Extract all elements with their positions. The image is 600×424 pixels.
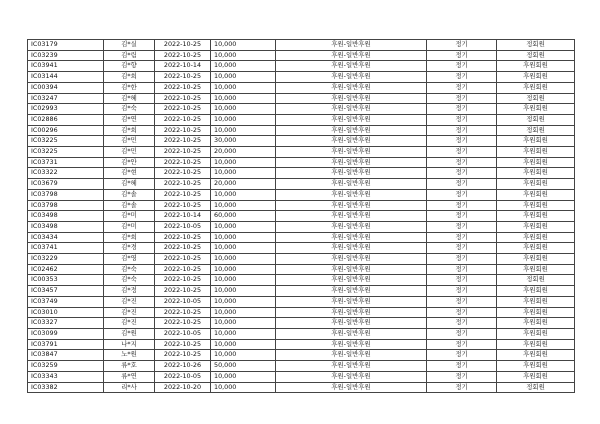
member-class-cell: 후원회원: [497, 307, 575, 318]
amount-cell: 50,000: [211, 361, 276, 372]
donor-name-cell: 김*한: [104, 82, 155, 93]
member-class-cell: 후원회원: [497, 200, 575, 211]
donation-date-cell: 2022-10-25: [155, 104, 211, 115]
member-id-cell: IC03847: [28, 350, 104, 361]
donation-date-cell: 2022-10-14: [155, 61, 211, 72]
donation-date-cell: 2022-10-25: [155, 136, 211, 147]
member-id-cell: IC03798: [28, 200, 104, 211]
donation-type-cell: 후원-일반후원: [276, 179, 427, 190]
member-class-cell: 후원회원: [497, 211, 575, 222]
member-id-cell: IC03731: [28, 157, 104, 168]
donation-date-cell: 2022-10-25: [155, 93, 211, 104]
donation-type-cell: 후원-일반후원: [276, 307, 427, 318]
table-row: [28, 350, 575, 361]
member-class-cell: 후원회원: [497, 254, 575, 265]
payment-cycle-cell: 정기: [427, 232, 497, 243]
table-row: [28, 157, 575, 168]
member-id-cell: IC03239: [28, 50, 104, 61]
table-row: [28, 136, 575, 147]
amount-cell: 10,000: [211, 61, 276, 72]
amount-cell: 10,000: [211, 286, 276, 297]
amount-cell: 10,000: [211, 200, 276, 211]
payment-cycle-cell: 정기: [427, 104, 497, 115]
amount-cell: 10,000: [211, 371, 276, 382]
payment-cycle-cell: 정기: [427, 82, 497, 93]
member-id-cell: IC03382: [28, 382, 104, 393]
donation-date-cell: 2022-10-25: [155, 50, 211, 61]
amount-cell: 10,000: [211, 72, 276, 83]
donation-date-cell: 2022-10-25: [155, 200, 211, 211]
table-row: [28, 82, 575, 93]
donation-type-cell: 후원-일반후원: [276, 61, 427, 72]
donor-name-cell: 김*민: [104, 136, 155, 147]
table-row: [28, 200, 575, 211]
donation-date-cell: 2022-10-25: [155, 318, 211, 329]
amount-cell: 20,000: [211, 147, 276, 158]
payment-cycle-cell: 정기: [427, 168, 497, 179]
table-row: [28, 339, 575, 350]
amount-cell: 10,000: [211, 296, 276, 307]
donor-name-cell: 김*희: [104, 125, 155, 136]
donor-name-cell: 리*사: [104, 382, 155, 393]
member-class-cell: 후원회원: [497, 179, 575, 190]
member-class-cell: 후원회원: [497, 243, 575, 254]
member-class-cell: 후원회원: [497, 168, 575, 179]
donor-name-cell: 김*혜: [104, 179, 155, 190]
ledger-body: [28, 40, 575, 393]
donation-date-cell: 2022-10-25: [155, 243, 211, 254]
member-id-cell: IC03322: [28, 168, 104, 179]
donor-name-cell: 김*안: [104, 157, 155, 168]
amount-cell: 10,000: [211, 350, 276, 361]
member-class-cell: 정회원: [497, 40, 575, 51]
donation-date-cell: 2022-10-20: [155, 382, 211, 393]
payment-cycle-cell: 정기: [427, 189, 497, 200]
member-class-cell: 후원회원: [497, 221, 575, 232]
donor-name-cell: 김*진: [104, 307, 155, 318]
donor-name-cell: 류*연: [104, 371, 155, 382]
table-row: [28, 328, 575, 339]
member-class-cell: 후원회원: [497, 189, 575, 200]
donor-name-cell: 김*진: [104, 318, 155, 329]
amount-cell: 10,000: [211, 157, 276, 168]
donation-type-cell: 후원-일반후원: [276, 339, 427, 350]
member-id-cell: IC03144: [28, 72, 104, 83]
payment-cycle-cell: 정기: [427, 211, 497, 222]
donation-date-cell: 2022-10-25: [155, 264, 211, 275]
member-class-cell: 후원회원: [497, 286, 575, 297]
member-class-cell: 후원회원: [497, 232, 575, 243]
table-row: [28, 361, 575, 372]
member-class-cell: 정회원: [497, 382, 575, 393]
donation-type-cell: 후원-일반후원: [276, 40, 427, 51]
table-row: [28, 93, 575, 104]
table-row: [28, 286, 575, 297]
table-row: [28, 125, 575, 136]
member-id-cell: IC03010: [28, 307, 104, 318]
amount-cell: 10,000: [211, 318, 276, 329]
donation-type-cell: 후원-일반후원: [276, 254, 427, 265]
member-class-cell: 정회원: [497, 125, 575, 136]
member-class-cell: 정회원: [497, 50, 575, 61]
donation-date-cell: 2022-10-25: [155, 189, 211, 200]
payment-cycle-cell: 정기: [427, 339, 497, 350]
table-row: [28, 243, 575, 254]
amount-cell: 10,000: [211, 328, 276, 339]
table-row: [28, 296, 575, 307]
payment-cycle-cell: 정기: [427, 72, 497, 83]
table-row: [28, 307, 575, 318]
table-row: [28, 104, 575, 115]
donor-name-cell: 김*숙: [104, 104, 155, 115]
member-id-cell: IC03247: [28, 93, 104, 104]
amount-cell: 20,000: [211, 179, 276, 190]
member-id-cell: IC03679: [28, 179, 104, 190]
donation-date-cell: 2022-10-25: [155, 179, 211, 190]
donor-name-cell: 김*희: [104, 232, 155, 243]
member-id-cell: IC03225: [28, 136, 104, 147]
member-class-cell: 후원회원: [497, 157, 575, 168]
donation-type-cell: 후원-일반후원: [276, 104, 427, 115]
donation-date-cell: 2022-10-25: [155, 114, 211, 125]
amount-cell: 10,000: [211, 104, 276, 115]
donation-type-cell: 후원-일반후원: [276, 371, 427, 382]
member-id-cell: IC03327: [28, 318, 104, 329]
donation-date-cell: 2022-10-25: [155, 275, 211, 286]
payment-cycle-cell: 정기: [427, 221, 497, 232]
donation-ledger-table: [27, 39, 575, 393]
table-row: [28, 40, 575, 51]
member-class-cell: 정회원: [497, 275, 575, 286]
donation-type-cell: 후원-일반후원: [276, 82, 427, 93]
payment-cycle-cell: 정기: [427, 125, 497, 136]
donation-type-cell: 후원-일반후원: [276, 189, 427, 200]
donor-name-cell: 김*향: [104, 61, 155, 72]
table-row: [28, 211, 575, 222]
donor-name-cell: 김*림: [104, 50, 155, 61]
donation-type-cell: 후원-일반후원: [276, 275, 427, 286]
payment-cycle-cell: 정기: [427, 136, 497, 147]
member-id-cell: IC00296: [28, 125, 104, 136]
payment-cycle-cell: 정기: [427, 296, 497, 307]
donor-name-cell: 김*솔: [104, 189, 155, 200]
member-id-cell: IC03457: [28, 286, 104, 297]
donation-type-cell: 후원-일반후원: [276, 361, 427, 372]
payment-cycle-cell: 정기: [427, 328, 497, 339]
member-class-cell: 후원회원: [497, 147, 575, 158]
payment-cycle-cell: 정기: [427, 307, 497, 318]
donation-type-cell: 후원-일반후원: [276, 125, 427, 136]
donation-date-cell: 2022-10-25: [155, 157, 211, 168]
amount-cell: 10,000: [211, 93, 276, 104]
donation-date-cell: 2022-10-25: [155, 286, 211, 297]
member-class-cell: 정회원: [497, 93, 575, 104]
payment-cycle-cell: 정기: [427, 318, 497, 329]
donation-type-cell: 후원-일반후원: [276, 157, 427, 168]
member-class-cell: 후원회원: [497, 296, 575, 307]
donation-type-cell: 후원-일반후원: [276, 50, 427, 61]
donation-date-cell: 2022-10-25: [155, 72, 211, 83]
member-id-cell: IC03741: [28, 243, 104, 254]
donor-name-cell: 김*현: [104, 168, 155, 179]
donation-type-cell: 후원-일반후원: [276, 328, 427, 339]
donation-date-cell: 2022-10-25: [155, 168, 211, 179]
member-class-cell: 후원회원: [497, 61, 575, 72]
amount-cell: 10,000: [211, 382, 276, 393]
donation-type-cell: 후원-일반후원: [276, 350, 427, 361]
member-id-cell: IC03941: [28, 61, 104, 72]
payment-cycle-cell: 정기: [427, 40, 497, 51]
donation-type-cell: 후원-일반후원: [276, 296, 427, 307]
donation-type-cell: 후원-일반후원: [276, 200, 427, 211]
donation-date-cell: 2022-10-05: [155, 328, 211, 339]
member-id-cell: IC03099: [28, 328, 104, 339]
donor-name-cell: 김*원: [104, 328, 155, 339]
amount-cell: 10,000: [211, 221, 276, 232]
payment-cycle-cell: 정기: [427, 61, 497, 72]
amount-cell: 60,000: [211, 211, 276, 222]
table-row: [28, 61, 575, 72]
payment-cycle-cell: 정기: [427, 382, 497, 393]
member-id-cell: IC00394: [28, 82, 104, 93]
member-id-cell: IC03179: [28, 40, 104, 51]
donation-date-cell: 2022-10-05: [155, 371, 211, 382]
member-class-cell: 후원회원: [497, 82, 575, 93]
donor-name-cell: 나*지: [104, 339, 155, 350]
donation-type-cell: 후원-일반후원: [276, 232, 427, 243]
amount-cell: 10,000: [211, 82, 276, 93]
amount-cell: 10,000: [211, 243, 276, 254]
donation-type-cell: 후원-일반후원: [276, 147, 427, 158]
payment-cycle-cell: 정기: [427, 157, 497, 168]
payment-cycle-cell: 정기: [427, 264, 497, 275]
member-id-cell: IC02993: [28, 104, 104, 115]
donor-name-cell: 류*호: [104, 361, 155, 372]
amount-cell: 10,000: [211, 339, 276, 350]
donor-name-cell: 김*희: [104, 72, 155, 83]
donation-type-cell: 후원-일반후원: [276, 286, 427, 297]
donor-name-cell: 김*미: [104, 211, 155, 222]
donation-type-cell: 후원-일반후원: [276, 221, 427, 232]
table-row: [28, 114, 575, 125]
table-row: [28, 275, 575, 286]
member-class-cell: 정회원: [497, 114, 575, 125]
member-class-cell: 후원회원: [497, 361, 575, 372]
donation-type-cell: 후원-일반후원: [276, 114, 427, 125]
member-class-cell: 후원회원: [497, 318, 575, 329]
donor-name-cell: 김*숙: [104, 264, 155, 275]
amount-cell: 10,000: [211, 264, 276, 275]
member-class-cell: 후원회원: [497, 328, 575, 339]
donation-type-cell: 후원-일반후원: [276, 136, 427, 147]
donor-name-cell: 김*솔: [104, 200, 155, 211]
member-id-cell: IC03225: [28, 147, 104, 158]
donor-name-cell: 노*원: [104, 350, 155, 361]
amount-cell: 10,000: [211, 50, 276, 61]
payment-cycle-cell: 정기: [427, 50, 497, 61]
member-class-cell: 후원회원: [497, 264, 575, 275]
donation-type-cell: 후원-일반후원: [276, 264, 427, 275]
donation-date-cell: 2022-10-26: [155, 361, 211, 372]
table-row: [28, 179, 575, 190]
donor-name-cell: 김*숙: [104, 275, 155, 286]
donation-date-cell: 2022-10-25: [155, 350, 211, 361]
member-id-cell: IC03498: [28, 211, 104, 222]
amount-cell: 10,000: [211, 189, 276, 200]
payment-cycle-cell: 정기: [427, 275, 497, 286]
payment-cycle-cell: 정기: [427, 350, 497, 361]
table-row: [28, 254, 575, 265]
member-id-cell: IC03434: [28, 232, 104, 243]
donor-name-cell: 김*진: [104, 296, 155, 307]
donation-type-cell: 후원-일반후원: [276, 211, 427, 222]
donation-date-cell: 2022-10-25: [155, 82, 211, 93]
member-class-cell: 후원회원: [497, 72, 575, 83]
donor-name-cell: 김*영: [104, 254, 155, 265]
amount-cell: 10,000: [211, 275, 276, 286]
payment-cycle-cell: 정기: [427, 114, 497, 125]
donation-type-cell: 후원-일반후원: [276, 382, 427, 393]
donation-date-cell: 2022-10-14: [155, 211, 211, 222]
amount-cell: 10,000: [211, 40, 276, 51]
donation-date-cell: 2022-10-05: [155, 296, 211, 307]
donor-name-cell: 김*경: [104, 243, 155, 254]
member-id-cell: IC03229: [28, 254, 104, 265]
amount-cell: 10,000: [211, 254, 276, 265]
member-id-cell: IC03791: [28, 339, 104, 350]
donor-name-cell: 김*미: [104, 221, 155, 232]
donation-type-cell: 후원-일반후원: [276, 318, 427, 329]
table-row: [28, 371, 575, 382]
amount-cell: 10,000: [211, 168, 276, 179]
donor-name-cell: 김*연: [104, 114, 155, 125]
member-class-cell: 후원회원: [497, 104, 575, 115]
donation-type-cell: 후원-일반후원: [276, 72, 427, 83]
donor-name-cell: 김*실: [104, 40, 155, 51]
amount-cell: 30,000: [211, 136, 276, 147]
payment-cycle-cell: 정기: [427, 243, 497, 254]
amount-cell: 10,000: [211, 232, 276, 243]
member-class-cell: 후원회원: [497, 371, 575, 382]
donation-date-cell: 2022-10-25: [155, 232, 211, 243]
donation-date-cell: 2022-10-25: [155, 147, 211, 158]
member-id-cell: IC00353: [28, 275, 104, 286]
table-row: [28, 168, 575, 179]
donation-date-cell: 2022-10-25: [155, 307, 211, 318]
member-id-cell: IC03343: [28, 371, 104, 382]
member-id-cell: IC03798: [28, 189, 104, 200]
member-id-cell: IC03259: [28, 361, 104, 372]
payment-cycle-cell: 정기: [427, 254, 497, 265]
payment-cycle-cell: 정기: [427, 286, 497, 297]
amount-cell: 10,000: [211, 125, 276, 136]
donation-date-cell: 2022-10-25: [155, 254, 211, 265]
table-row: [28, 382, 575, 393]
table-row: [28, 147, 575, 158]
donation-date-cell: 2022-10-25: [155, 339, 211, 350]
payment-cycle-cell: 정기: [427, 200, 497, 211]
member-class-cell: 후원회원: [497, 339, 575, 350]
table-row: [28, 232, 575, 243]
amount-cell: 10,000: [211, 307, 276, 318]
donation-type-cell: 후원-일반후원: [276, 93, 427, 104]
table-row: [28, 264, 575, 275]
member-id-cell: IC03498: [28, 221, 104, 232]
member-id-cell: IC03749: [28, 296, 104, 307]
payment-cycle-cell: 정기: [427, 361, 497, 372]
member-class-cell: 후원회원: [497, 136, 575, 147]
donor-name-cell: 김*혜: [104, 93, 155, 104]
table-row: [28, 318, 575, 329]
payment-cycle-cell: 정기: [427, 147, 497, 158]
donor-name-cell: 김*정: [104, 286, 155, 297]
donation-type-cell: 후원-일반후원: [276, 243, 427, 254]
member-class-cell: 후원회원: [497, 350, 575, 361]
table-row: [28, 72, 575, 83]
donation-date-cell: 2022-10-25: [155, 40, 211, 51]
table-row: [28, 189, 575, 200]
payment-cycle-cell: 정기: [427, 179, 497, 190]
table-row: [28, 50, 575, 61]
donation-date-cell: 2022-10-05: [155, 221, 211, 232]
payment-cycle-cell: 정기: [427, 93, 497, 104]
table-row: [28, 221, 575, 232]
donation-date-cell: 2022-10-25: [155, 125, 211, 136]
donation-type-cell: 후원-일반후원: [276, 168, 427, 179]
member-id-cell: IC02462: [28, 264, 104, 275]
amount-cell: 10,000: [211, 114, 276, 125]
member-id-cell: IC02886: [28, 114, 104, 125]
donor-name-cell: 김*민: [104, 147, 155, 158]
payment-cycle-cell: 정기: [427, 371, 497, 382]
